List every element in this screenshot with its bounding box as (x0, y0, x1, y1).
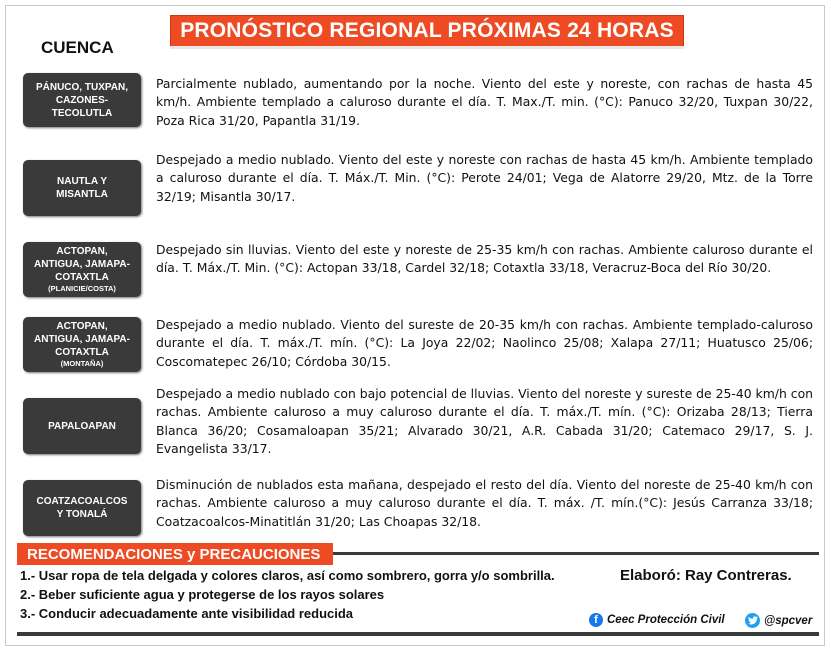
region-name-line: Y TONALÁ (56, 509, 108, 520)
region-name-line: ANTIGUA, JAMAPA- (34, 334, 130, 345)
region-label-nautla (23, 160, 141, 216)
region-name-line: TECOLUTLA (51, 107, 113, 119)
region-forecast-actopan-costa: Despejado sin lluvias. Viento del este y noreste de 25-35 km/h con rachas. Ambiente caluroso durante el día. T. Máx./T. Min. (°C): Actopan 33/18, Cardel 32/18; Cotaxtla 33/18, Veracruz-Boca del Río 30/20. (156, 242, 813, 276)
region-name-line: ACTOPAN, (56, 321, 108, 332)
recommendation-item: 1.- Usar ropa de tela delgada y colores claros, así como sombrero, gorra y/o sombrilla. (20, 568, 555, 583)
recommendations-divider (333, 552, 819, 555)
region-name-line: PÁNUCO, TUXPAN, (35, 81, 129, 93)
region-name-line: MISANTLA (56, 189, 108, 200)
twitter-icon (745, 613, 760, 628)
author-credit: Elaboró: Ray Contreras. (620, 567, 792, 584)
region-label-actopan-montana (23, 317, 141, 372)
region-forecast-actopan-montana: Despejado a medio nublado. Viento del sureste de 20-35 km/h con rachas. Ambiente templado-caluroso durante el día. T. máx./T. mín. (°C): La Joya 22/02; Naolinco 25/08; Xalapa 27/11; Huatusco 25/06; Coscomatepec 26/10; Córdoba 30/15. (156, 317, 813, 369)
region-name-line: CAZONES- (55, 94, 109, 106)
title-shadow (170, 46, 684, 49)
recommendations-title: RECOMENDACIONES y PRECAUCIONES (17, 543, 333, 565)
region-name-line: ANTIGUA, JAMAPA- (34, 259, 130, 270)
region-label-panuco (23, 73, 141, 127)
region-forecast-nautla: Despejado a medio nublado. Viento del este y noreste con rachas de hasta 45 km/h. Ambiente templado a caluroso durante el día. T. Máx./T. Min. (°C): Perote 24/01; Vega de Alatorre 29/20, Mtz. de la Torre 32/19; Misantla 30/17. (156, 152, 813, 204)
region-name-line: ACTOPAN, (56, 246, 108, 257)
region-forecast-papaloapan: Despejado a medio nublado con bajo potencial de lluvias. Viento del noreste y sureste de 25-40 km/h con rachas. Ambiente caluroso a muy caluroso durante el día. T. máx./T. mín. (°C): Orizaba 28/13; Tierra Blanca 36/20; Cosamaloapan 35/21; Alvarado 30/21, A.R. Cabada 31/20; Catemaco 29/17, S. J. Evangelista 33/17. (156, 386, 813, 456)
region-forecast-coatzacoalcos: Disminución de nublados esta mañana, despejado el resto del día. Viento del noreste de 25-40 km/h con rachas. Ambiente caluroso a muy caluroso durante el día. T. máx. /T. mín.(°C): Jesús Carranza 33/18; Coatzacoalcos-Minatitlán 31/20; Las Choapas 32/18. (156, 477, 813, 529)
region-subtitle: (MONTAÑA) (60, 359, 104, 368)
region-subtitle: (PLANICIE/COSTA) (48, 284, 116, 293)
region-forecast-panuco: Parcialmente nublado, aumentando por la noche. Viento del este y noreste, con rachas de hasta 45 km/h. Ambiente templado a caluroso durante el día. T. Max./T. min. (°C): Panuco 32/20, Tuxpan 30/22, Poza Rica 31/20, Papantla 31/19. (156, 76, 813, 128)
region-label-actopan-costa (23, 242, 141, 297)
region-label-coatzacoalcos (23, 480, 141, 536)
recommendation-item: 2.- Beber suficiente agua y protegerse de los rayos solares (20, 587, 385, 602)
region-name-line: COATZACOALCOS (36, 496, 128, 507)
region-name-line: COTAXTLA (55, 272, 109, 283)
twitter-handle[interactable] (745, 613, 812, 628)
page-title: PRONÓSTICO REGIONAL PRÓXIMAS 24 HORAS (170, 15, 684, 47)
section-label: CUENCA (41, 38, 114, 57)
region-name-line: NAUTLA Y (57, 176, 107, 187)
twitter-label: @spcver (764, 614, 813, 627)
region-name-line: COTAXTLA (55, 347, 109, 358)
facebook-label: Ceec Protección Civil (607, 614, 725, 626)
facebook-icon: f (589, 613, 603, 627)
region-label-papaloapan (23, 398, 141, 454)
recommendation-item: 3.- Conducir adecuadamente ante visibilidad reducida (20, 606, 354, 621)
footer-divider (17, 632, 819, 636)
region-name-line: PAPALOAPAN (48, 420, 116, 432)
facebook-handle[interactable] (589, 613, 725, 627)
